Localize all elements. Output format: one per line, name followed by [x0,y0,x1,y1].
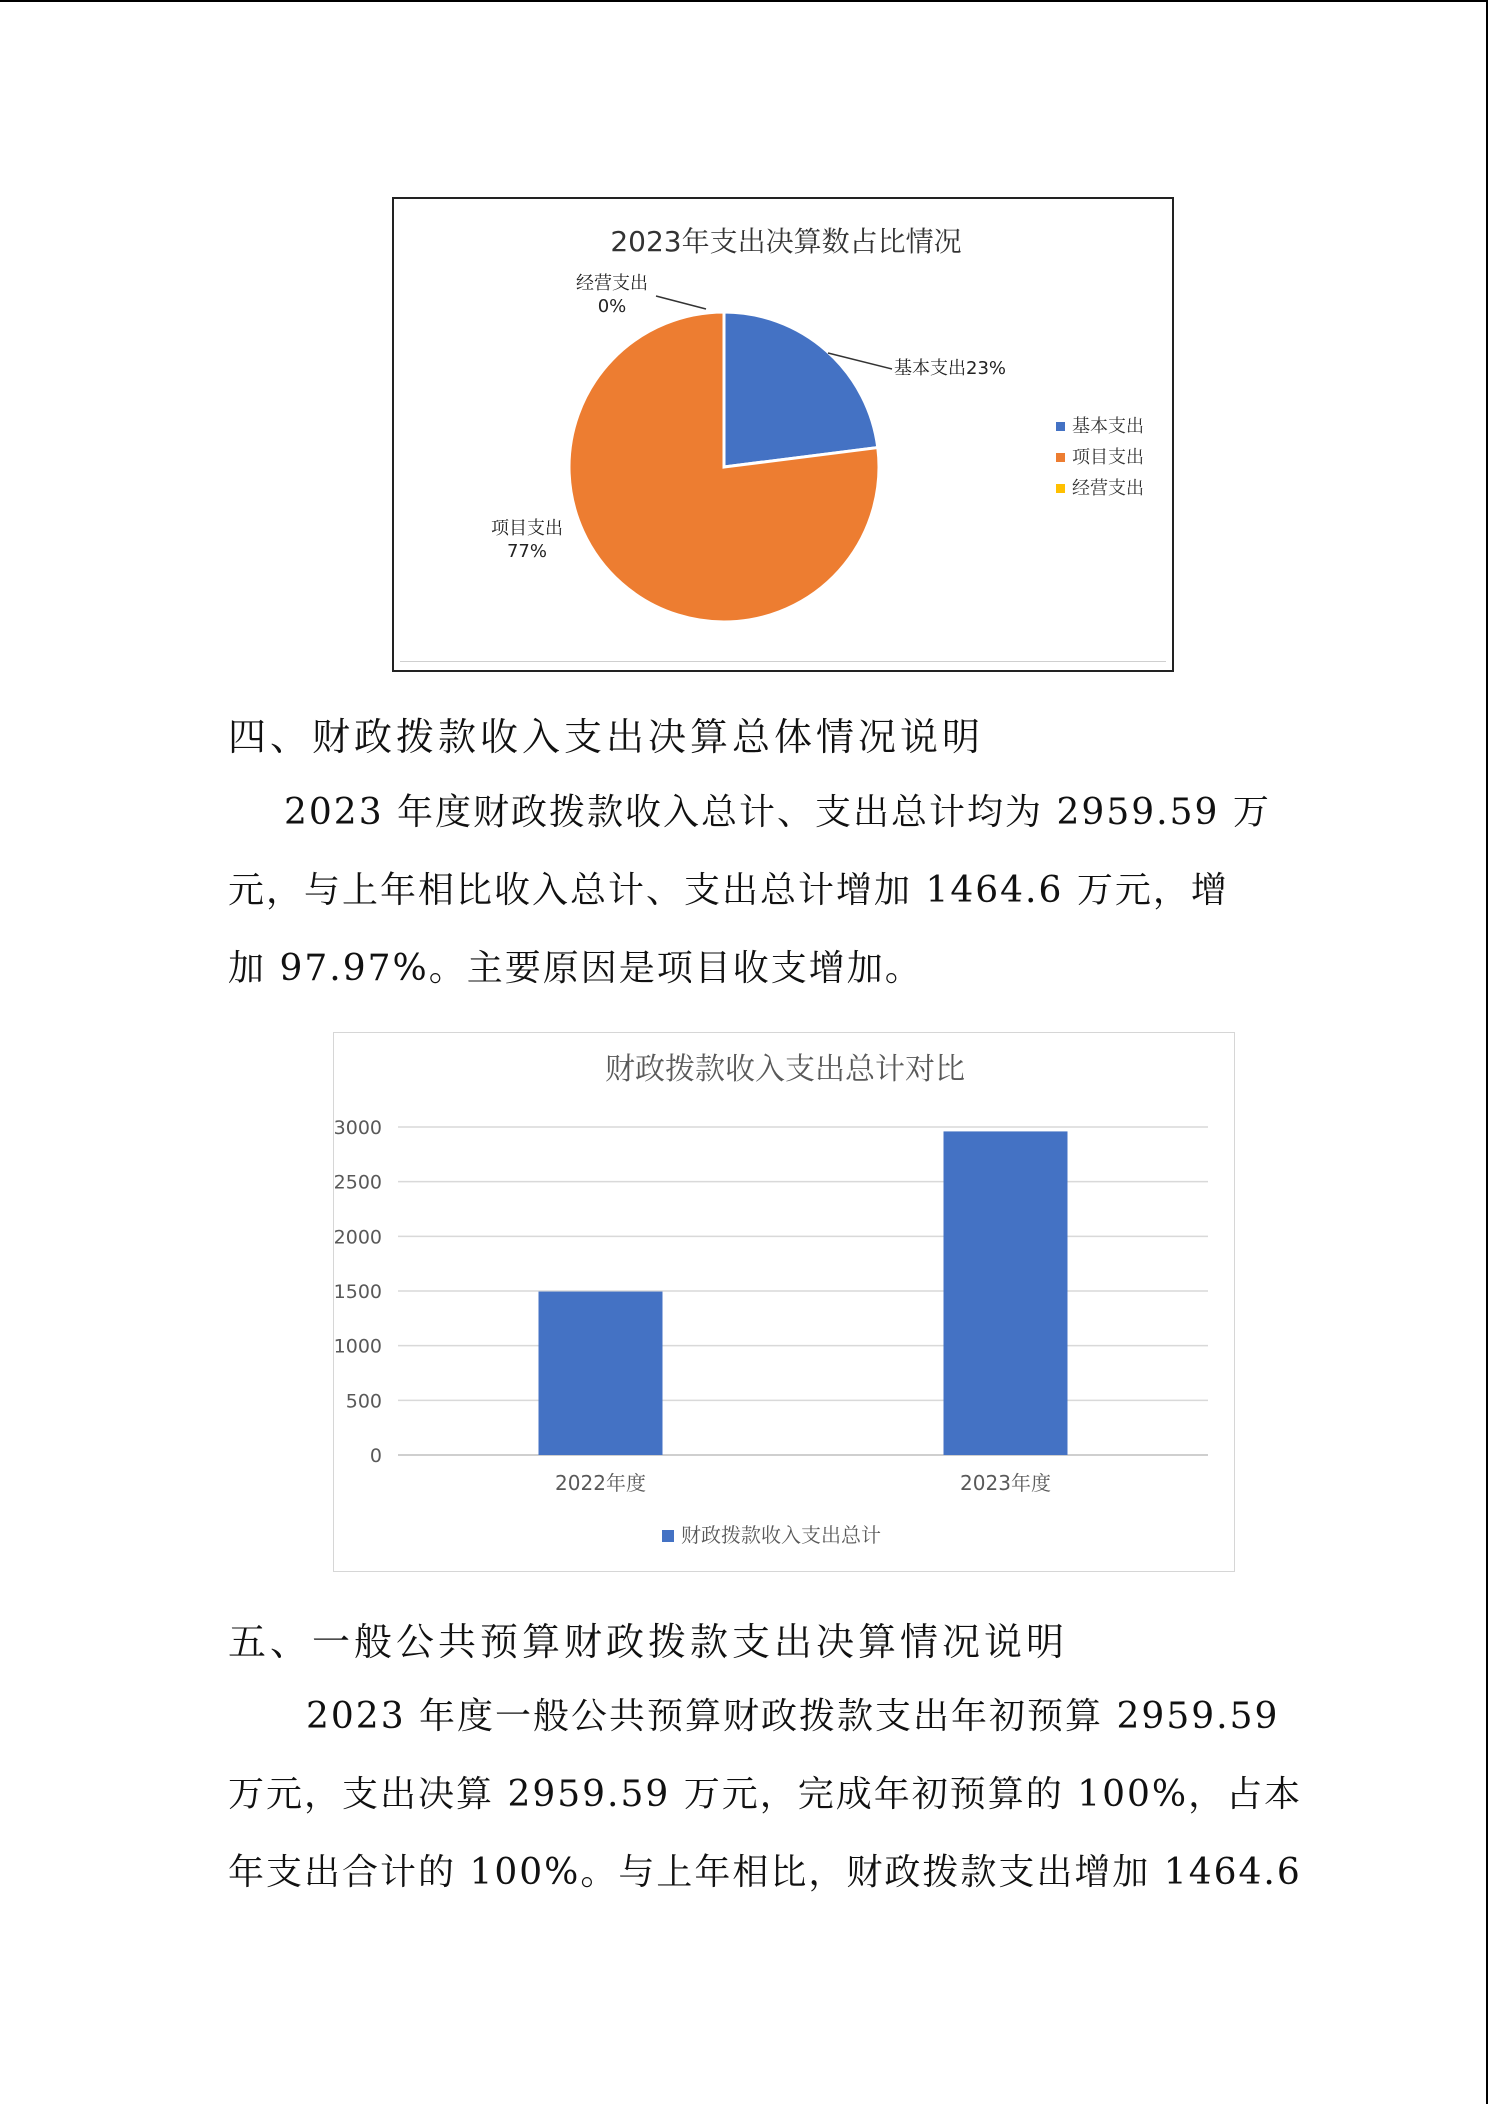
x-tick-label-0: 2022年度 [555,1471,646,1495]
section4-heading: 四、财政拨款收入支出决算总体情况说明 [228,715,985,759]
section4-line-1: 2023 年度财政拨款收入总计、支出总计均为 2959.59 万 [284,792,1271,833]
page-top-border [0,0,1488,2]
y-tick-label-1: 2500 [334,1171,382,1194]
bar-0 [539,1292,663,1455]
y-tick-label-4: 1000 [334,1335,382,1358]
legend-swatch-jiben [1056,422,1065,431]
y-tick-label-6: 0 [369,1445,382,1467]
section4-paragraph [228,774,1271,1008]
pie-chart-frame [392,197,1174,672]
x-tick-label-1: 2023年度 [960,1471,1051,1495]
pie-label-xiangmu-name: 项目支出 [491,518,563,539]
legend-label-xiangmu: 项目支出 [1072,447,1144,468]
pie-label-jiben: 基本支出23% [894,358,1007,379]
section5-line-2: 万元，支出决算 2959.59 万元，完成年初预算的 100%，占本 [228,1774,1303,1815]
leader-line-jingying [656,296,706,309]
legend-label-jiben: 基本支出 [1072,416,1144,437]
legend-swatch-jingying [1056,484,1065,493]
y-tick-label-5: 500 [345,1390,382,1413]
pie-slice-0 [724,312,878,467]
y-tick-label-2: 2000 [334,1226,382,1249]
pie-label-xiangmu-value: 77% [506,541,548,562]
legend-label-jingying: 经营支出 [1072,478,1144,499]
bar-1 [944,1131,1068,1455]
y-tick-label-0: 3000 [334,1117,382,1139]
section4-line-2: 元，与上年相比收入总计、支出总计增加 1464.6 万元，增 [228,870,1229,911]
pie-label-jingying-name: 经营支出 [576,273,648,294]
pie-chart-title: 2023年支出决算数占比情况 [610,225,962,258]
section4-line-3: 加 97.97%。主要原因是项目收支增加。 [228,948,923,989]
section5-line-1: 2023 年度一般公共预算财政拨款支出年初预算 2959.59 [306,1696,1280,1737]
section5-paragraph [228,1678,1303,1912]
legend-swatch-xiangmu [1056,453,1065,462]
section5-heading: 五、一般公共预算财政拨款支出决算情况说明 [228,1620,1069,1664]
y-tick-label-3: 1500 [334,1281,382,1303]
pie-label-jingying-value: 0% [597,296,627,317]
section5-line-3: 年支出合计的 100%。与上年相比，财政拨款支出增加 1464.6 [228,1852,1302,1893]
bar-legend-swatch [662,1530,674,1542]
pie-chart-svg [394,199,1176,674]
bar-chart-svg [334,1033,1236,1573]
bar-chart-frame [333,1032,1235,1572]
bar-chart-title: 财政拨款收入支出总计对比 [605,1052,965,1087]
bar-legend-label: 财政拨款收入支出总计 [681,1523,881,1547]
